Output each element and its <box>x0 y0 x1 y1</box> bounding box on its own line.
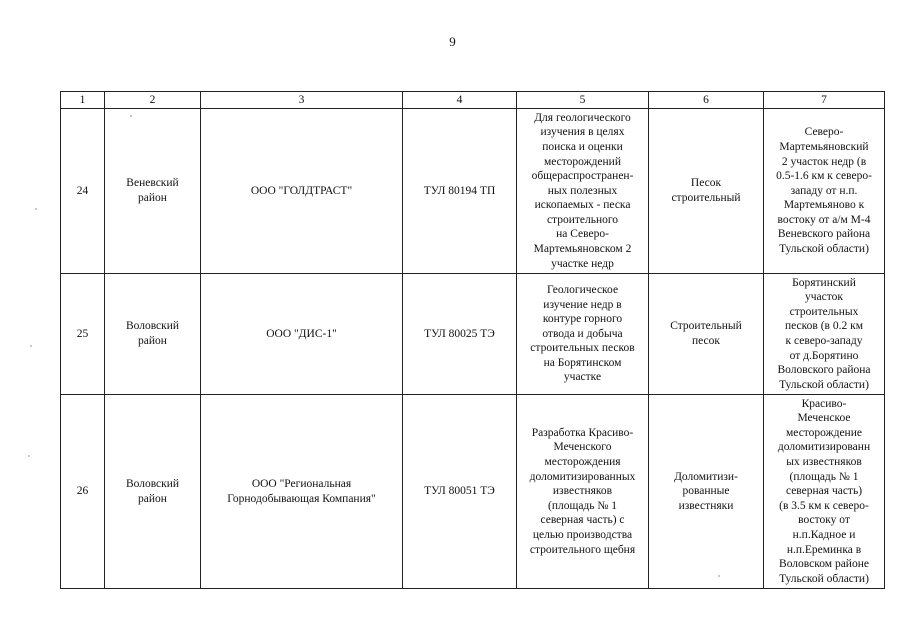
purpose-text: Геологическое изучение недр в контуре горного отвода и добыча строительных песков на Борятинском участке <box>530 283 635 384</box>
row-number <box>61 395 105 589</box>
license-text: ТУЛ 80025 ТЭ <box>424 327 495 340</box>
scan-speck <box>130 115 132 117</box>
district-cell <box>105 395 201 589</box>
mineral-text: Песок строительный <box>671 177 741 204</box>
license-cell <box>403 274 517 395</box>
location-cell <box>764 274 885 395</box>
license-cell <box>403 395 517 589</box>
scan-speck <box>35 208 37 210</box>
purpose-cell <box>517 395 649 589</box>
row-number-text: 26 <box>76 485 89 498</box>
mineral-cell <box>649 109 764 274</box>
header-col-4: 4 <box>403 92 517 109</box>
header-col-7: 7 <box>764 92 885 109</box>
district-text: Веневский район <box>126 177 179 204</box>
header-col-5: 5 <box>517 92 649 109</box>
scan-speck <box>28 455 30 457</box>
row-number-text: 25 <box>76 327 89 340</box>
header-col-1: 1 <box>61 92 105 109</box>
location-text: Красиво- Меченское месторождение доломитизированн ых известняков (площадь № 1 северная часть) (в 3.5 км к северо- востоку от н.п.Кадное и н.п.Ереминка в Воловском районе Тульской области) <box>777 397 871 585</box>
license-text: ТУЛ 80051 ТЭ <box>424 485 495 498</box>
purpose-cell <box>517 109 649 274</box>
location-text: Борятинский участок строительных песков (в 0.2 км к северо-западу от д.Борятино Воловского района Тульской области) <box>777 276 871 391</box>
table-row <box>61 109 885 274</box>
page-number: 9 <box>449 34 456 49</box>
row-number-text: 24 <box>76 184 89 197</box>
purpose-text: Для геологического изучения в целях поиска и оценки месторождений общераспространен- ных полезных ископаемых - песка строительного на Северо- Мартемьяновском 2 участке недр <box>531 111 634 270</box>
mineral-cell <box>649 274 764 395</box>
district-text: Воловский район <box>125 477 180 505</box>
scan-speck <box>30 345 32 347</box>
district-cell <box>105 109 201 274</box>
header-col-2: 2 <box>105 92 201 109</box>
company-text: ООО "ГОЛДТРАСТ" <box>250 184 353 197</box>
company-text: ООО "Региональная Горнодобывающая Компания" <box>227 477 376 505</box>
company-cell <box>201 109 403 274</box>
row-number <box>61 109 105 274</box>
mineral-text: Доломитизи- рованные известняки <box>674 470 738 512</box>
header-col-3: 3 <box>201 92 403 109</box>
district-cell <box>105 274 201 395</box>
company-cell <box>201 395 403 589</box>
header-row <box>61 92 885 109</box>
row-number <box>61 274 105 395</box>
license-text: ТУЛ 80194 ТП <box>423 184 496 197</box>
location-cell <box>764 395 885 589</box>
purpose-text: Разработка Красиво- Меченского месторождения доломитизированных известняков (площадь № 1 северная часть) с целью производства строительного щебня <box>529 426 636 556</box>
company-cell <box>201 274 403 395</box>
scan-speck <box>718 575 720 577</box>
district-text: Воловский район <box>125 320 180 347</box>
table-row <box>61 395 885 589</box>
purpose-cell <box>517 274 649 395</box>
table-row <box>61 274 885 395</box>
location-cell <box>764 109 885 274</box>
mineral-text: Строительный песок <box>670 320 742 347</box>
header-col-6: 6 <box>649 92 764 109</box>
company-text: ООО "ДИС-1" <box>266 327 337 340</box>
mineral-cell <box>649 395 764 589</box>
location-text: Северо- Мартемьяновский 2 участок недр (в 0.5-1.6 км к северо- западу от н.п. Мартемьяново к востоку от а/м М-4 Веневского района Тульской области) <box>776 126 872 256</box>
license-cell <box>403 109 517 274</box>
license-table <box>60 91 885 589</box>
